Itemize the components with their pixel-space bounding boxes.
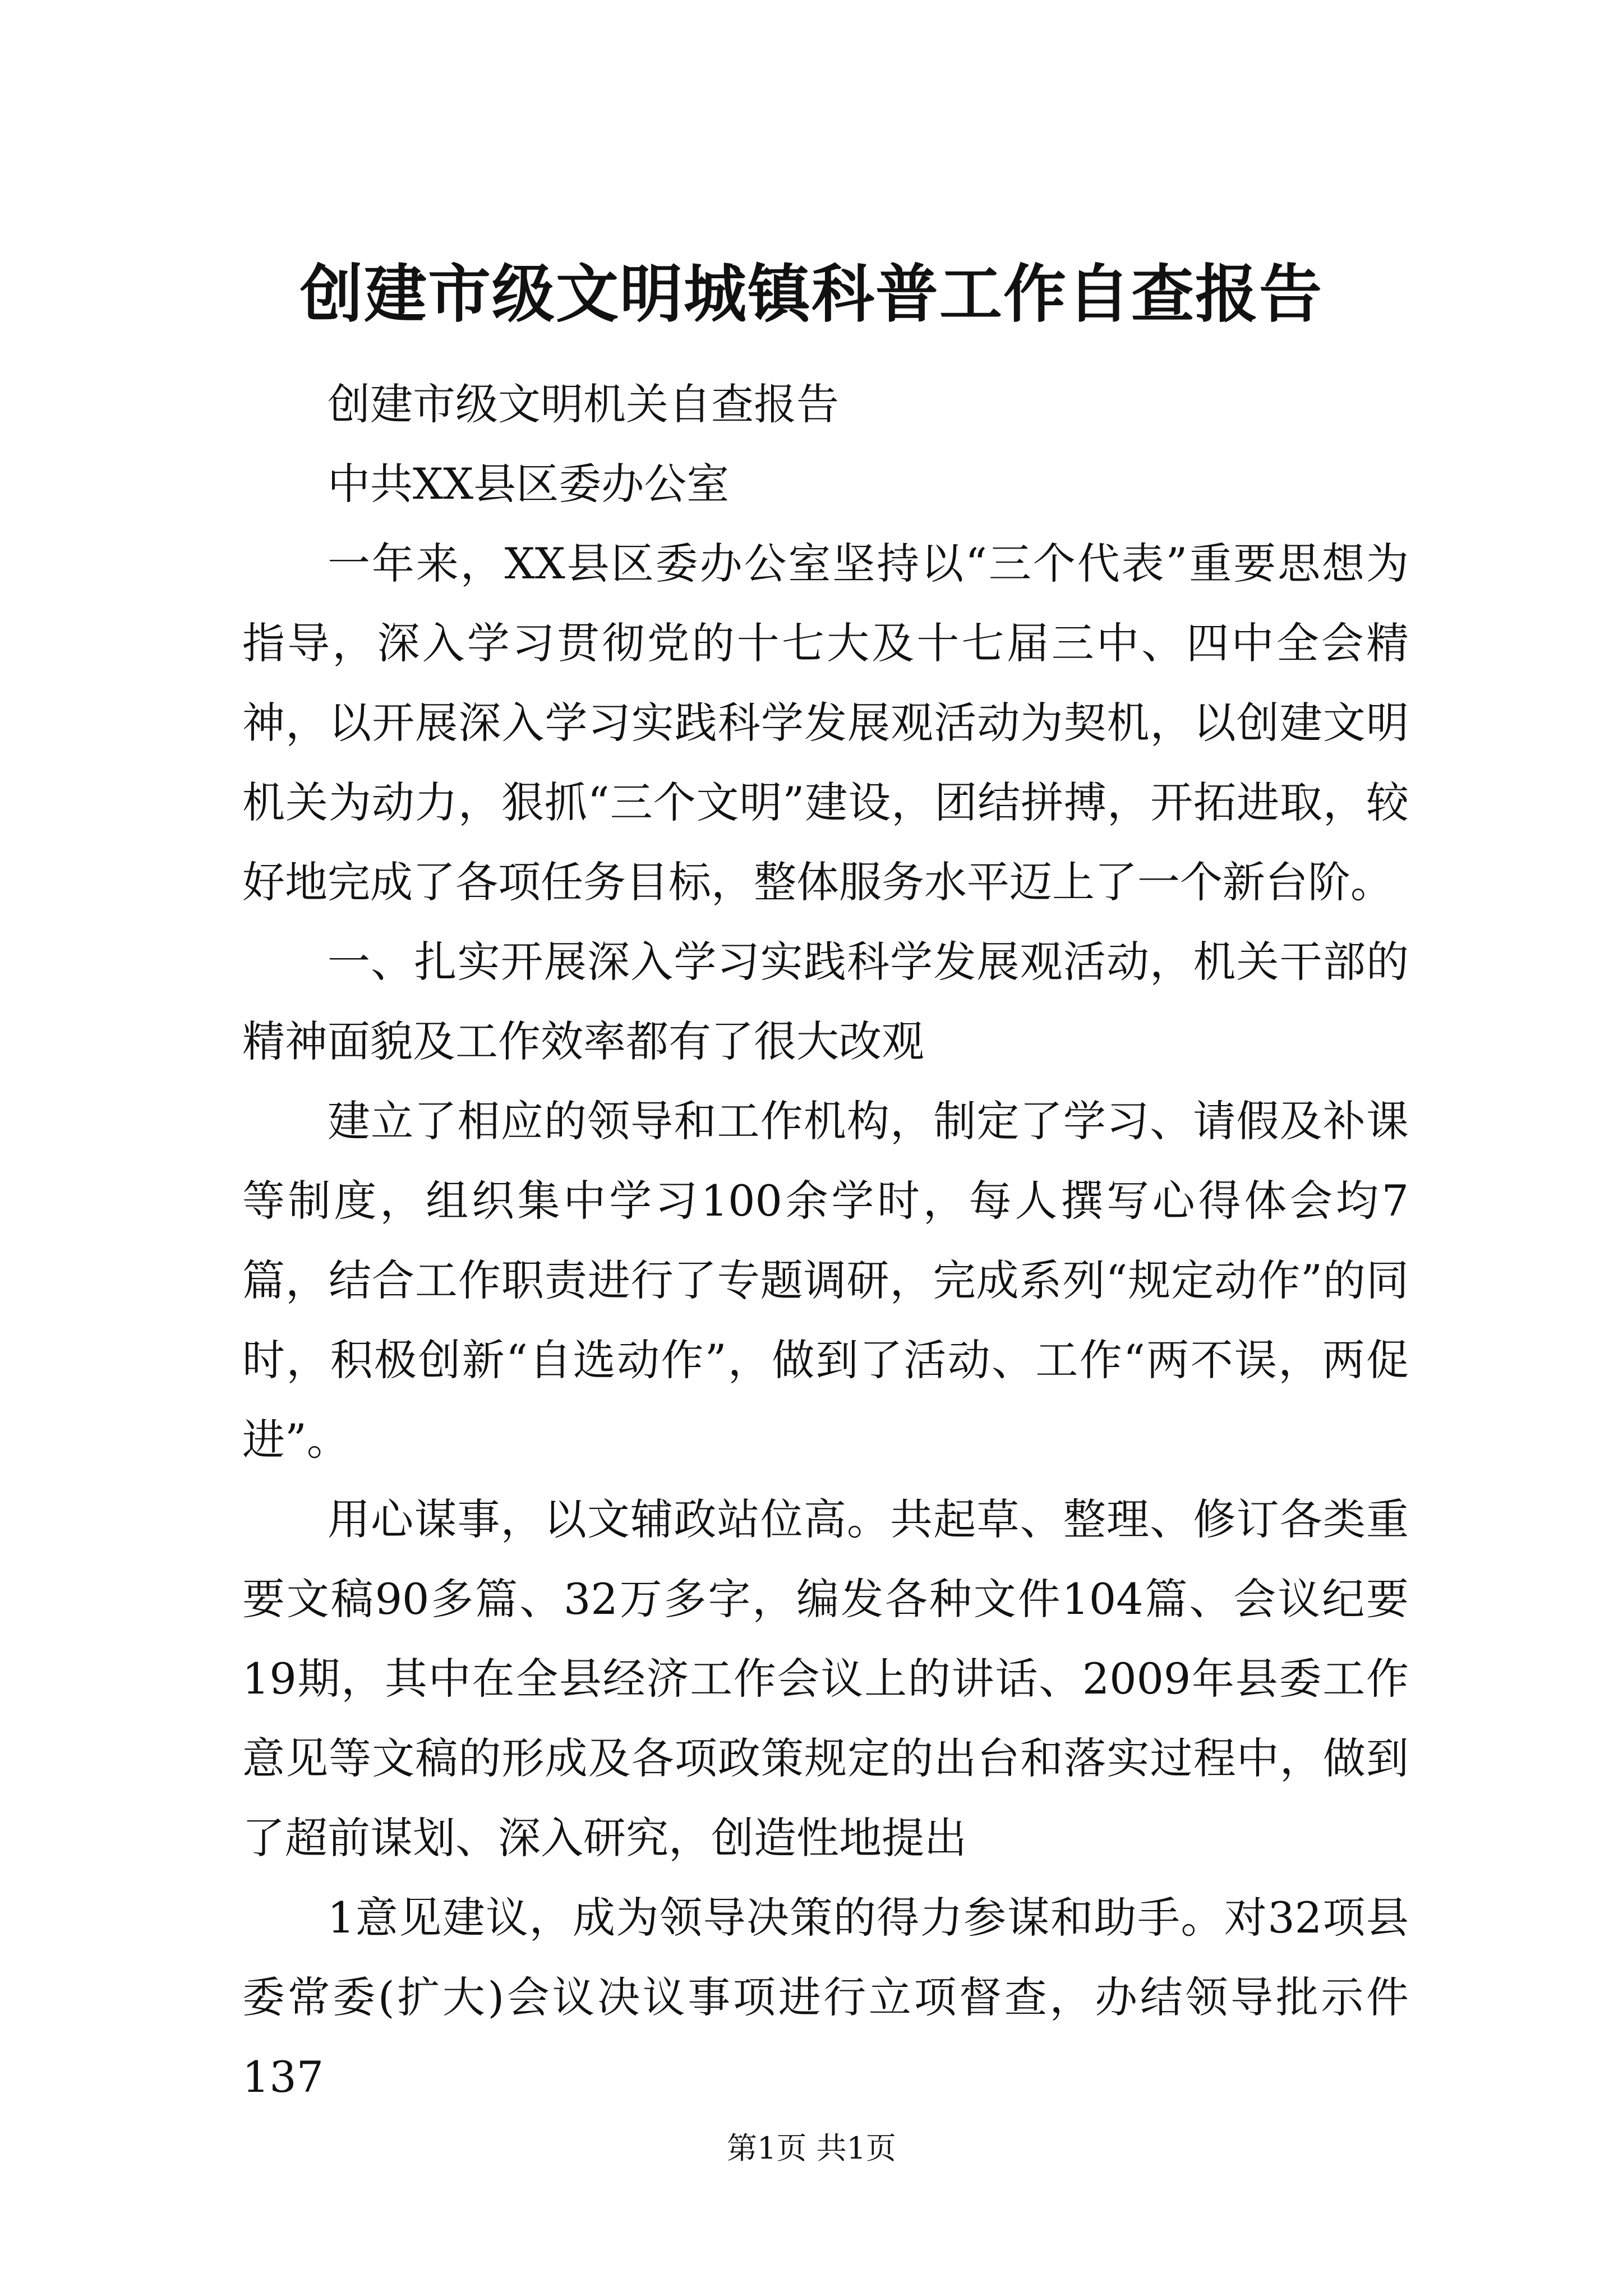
paragraph-issuer: 中共XX县区委办公室 <box>328 459 730 509</box>
paragraph-body: 建立了相应的领导和工作机构，制定了学习、请假及补课等制度，组织集中学习100余学时，每人撰写心得体会均7篇，结合工作职责进行了专题调研，完成系列“规定动作”的同时，积极创新“自选动作”，做到了活动、工作“两不误，两促进”。 <box>242 1096 1409 1465</box>
page-footer: 第1页 共1页 <box>727 2131 896 2166</box>
document-title: 创建市级文明城镇科普工作自查报告 <box>300 257 1323 331</box>
document-body <box>242 365 1409 2117</box>
paragraph-body: 用心谋事，以文辅政站位高。共起草、整理、修订各类重要文稿90多篇、32万多字，编发各种文件104篇、会议纪要19期，其中在全县经济工作会议上的讲话、2009年县委工作意见等文稿的形成及各项政策规定的出台和落实过程中，做到了超前谋划、深入研究，创造性地提出 <box>242 1494 1409 1863</box>
paragraph-subtitle: 创建市级文明机关自查报告 <box>328 379 839 429</box>
paragraph-section-heading: 一、扎实开展深入学习实践科学发展观活动，机关干部的精神面貌及工作效率都有了很大改观 <box>242 937 1409 1066</box>
paragraph-intro: 一年来，XX县区委办公室坚持以“三个代表”重要思想为指导，深入学习贯彻党的十七大及十七届三中、四中全会精神，以开展深入学习实践科学发展观活动为契机，以创建文明机关为动力，狠抓“三个文明”建设，团结拼搏，开拓进取，较好地完成了各项任务目标，整体服务水平迈上了一个新台阶。 <box>242 539 1409 907</box>
paragraph-body: 1意见建议，成为领导决策的得力参谋和助手。对32项县委常委(扩大)会议决议事项进行立项督查，办结领导批示件137 <box>242 1893 1409 2102</box>
